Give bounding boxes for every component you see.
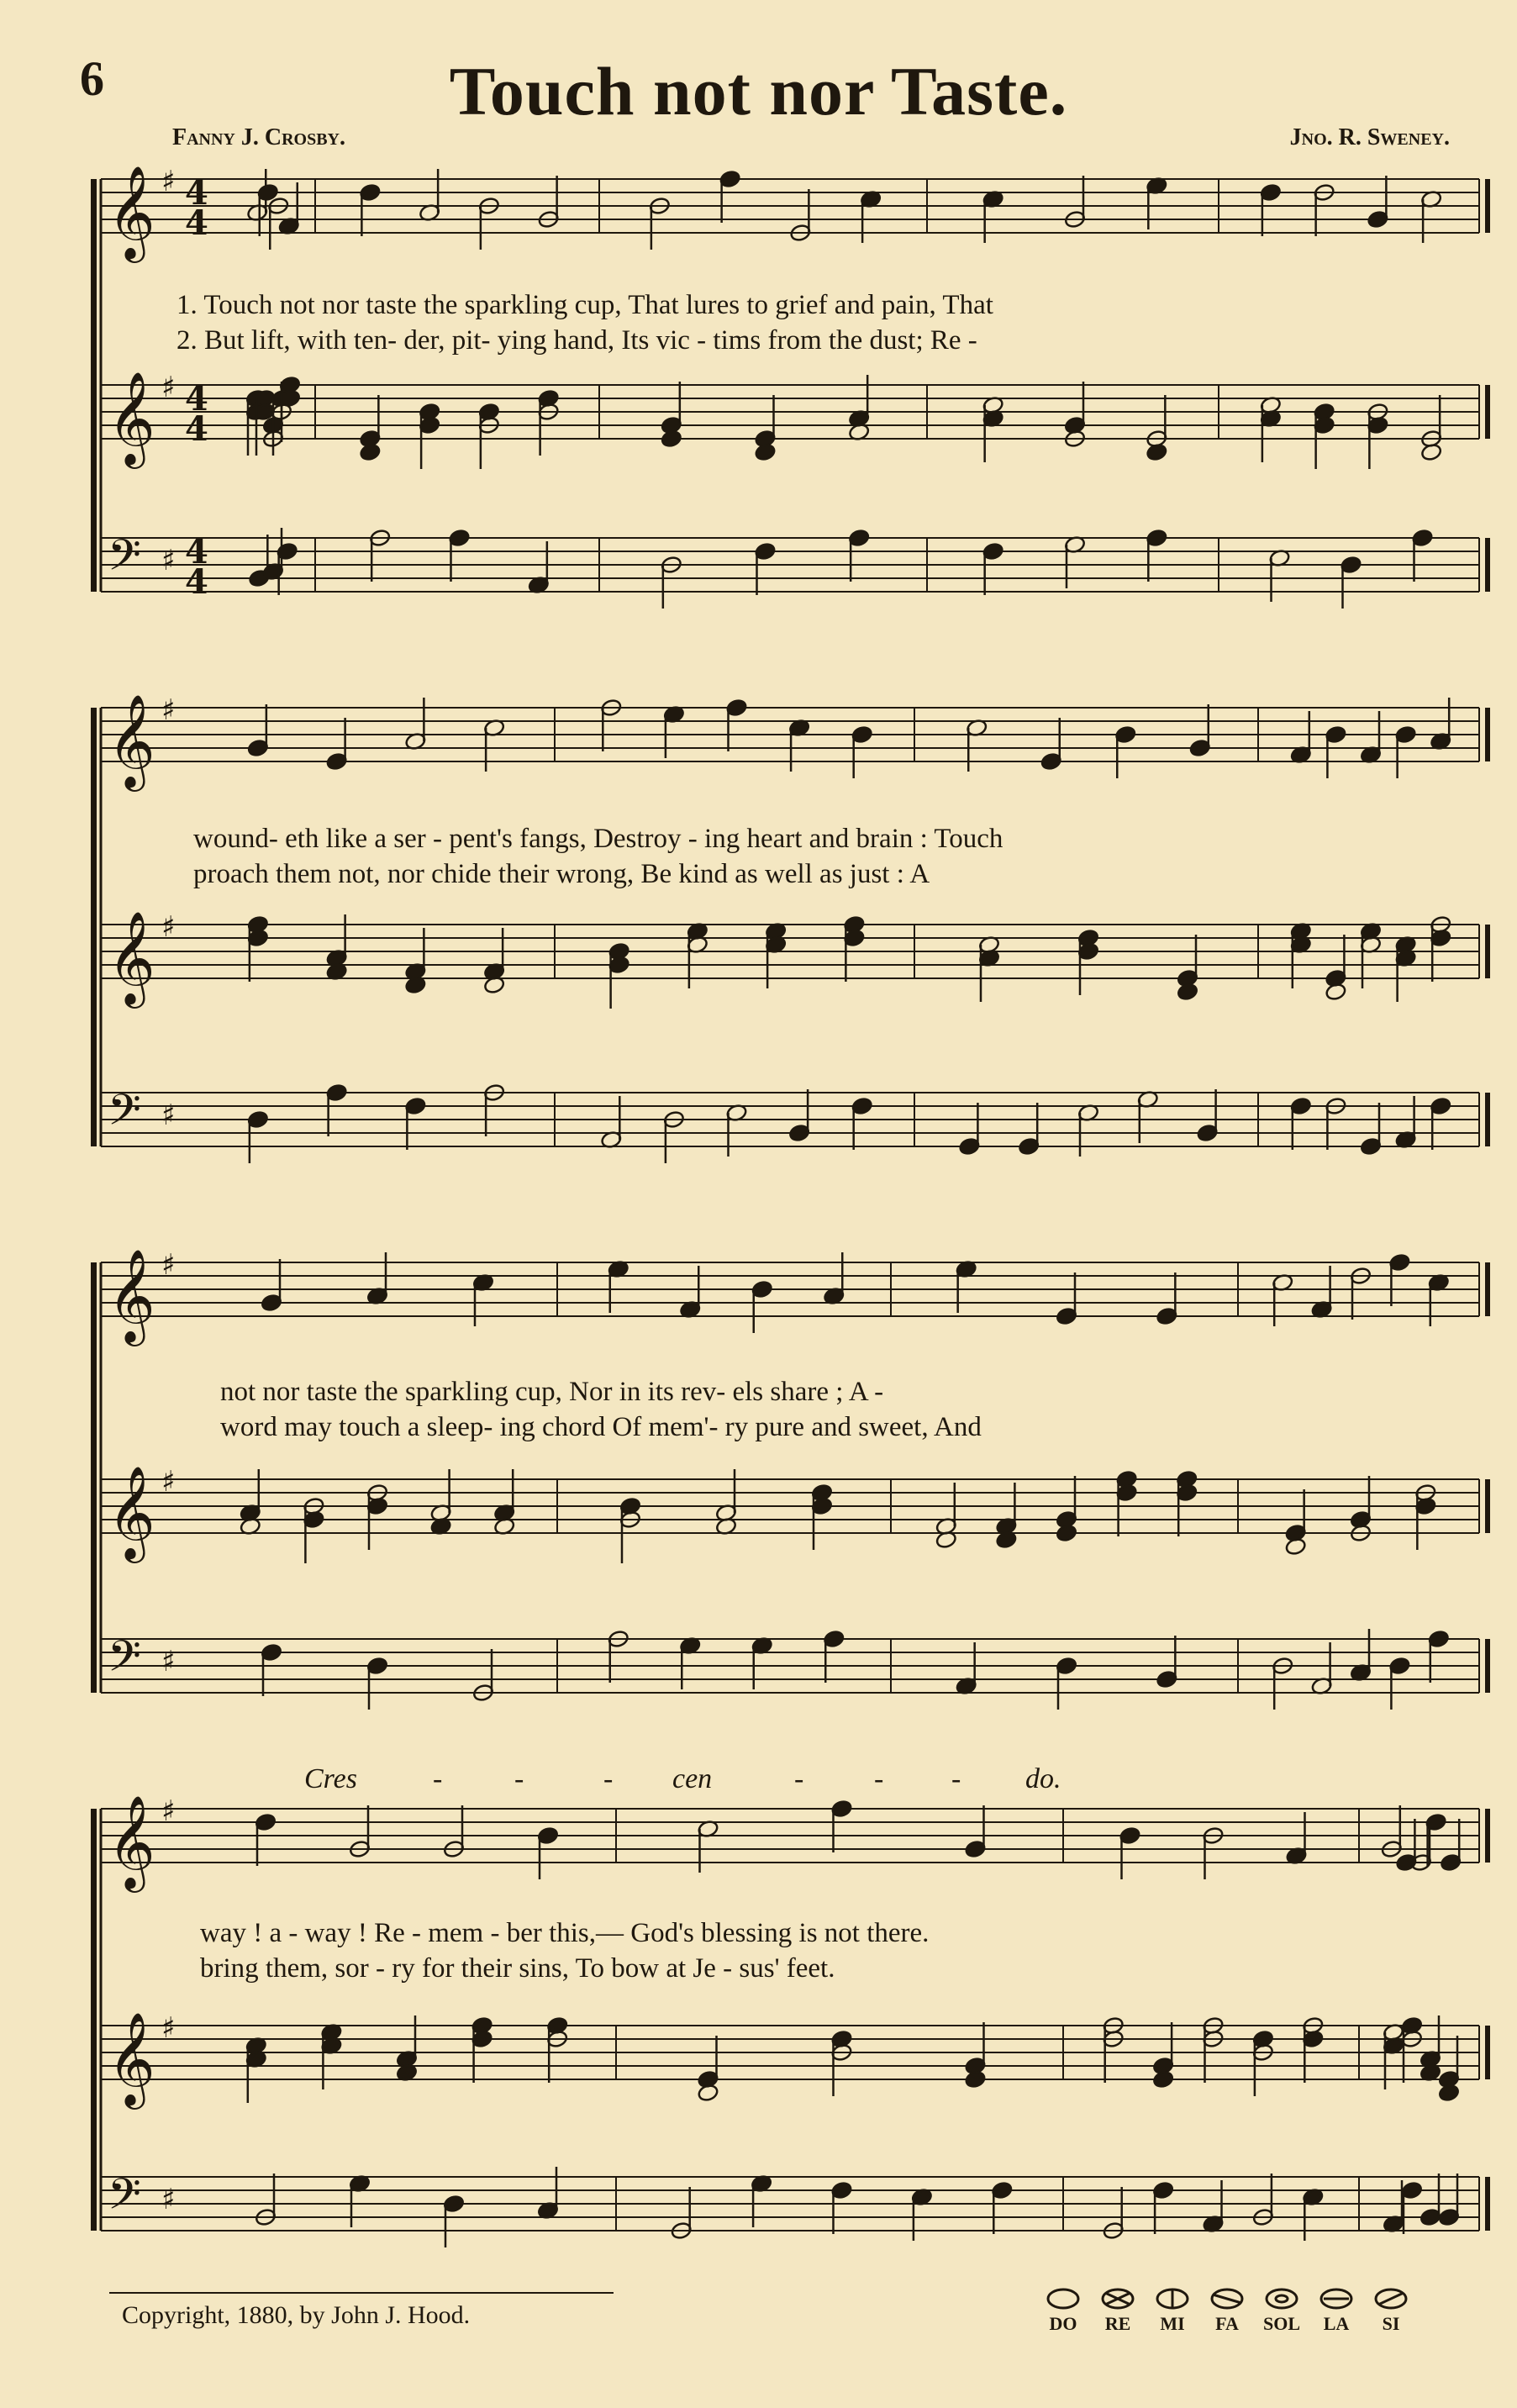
svg-text:𝄢: 𝄢 <box>108 530 141 591</box>
shape-note-legend <box>1038 2284 1441 2313</box>
crescendo-dash: - <box>951 1763 961 1794</box>
svg-text:𝄞: 𝄞 <box>108 1248 155 1342</box>
crescendo-dash: - <box>874 1763 884 1794</box>
svg-text:𝄢: 𝄢 <box>108 2168 141 2230</box>
lyric-line-verse1-system3: not nor taste the sparkling cup, Nor in its rev- els share ; A - <box>220 1377 884 1407</box>
legend-label-do: DO <box>1049 2313 1077 2334</box>
page-number: 6 <box>80 51 104 106</box>
lyric-line-verse2-system3: word may touch a sleep- ing chord Of mem'- ry pure and sweet, And <box>220 1412 982 1442</box>
crescendo-dash: - <box>603 1763 614 1794</box>
svg-text:♯: ♯ <box>161 1645 176 1678</box>
crescendo-dash: - <box>794 1763 804 1794</box>
svg-text:♯: ♯ <box>161 1794 176 1828</box>
copyright-notice: Copyright, 1880, by John J. Hood. <box>122 2301 471 2329</box>
crescendo-cen: cen <box>672 1763 713 1794</box>
crescendo-dash: - <box>433 1763 443 1794</box>
crescendo-do: do. <box>1025 1763 1061 1794</box>
svg-text:𝄞: 𝄞 <box>108 910 155 1004</box>
legend-label-si: SI <box>1382 2313 1400 2334</box>
svg-text:𝄢: 𝄢 <box>108 1084 141 1146</box>
svg-text:4: 4 <box>185 173 208 213</box>
svg-text:4: 4 <box>185 532 208 572</box>
svg-text:♯: ♯ <box>161 1099 176 1132</box>
hymn-title: Touch not nor Taste. <box>449 53 1068 129</box>
svg-text:4: 4 <box>185 203 208 243</box>
lyric-line-verse1-system4: way ! a - way ! Re - mem - ber this,— God's blessing is not there. <box>200 1918 930 1948</box>
lyric-line-verse2-system4: bring them, sor - ry for their sins, To bow at Je - sus' feet. <box>200 1953 835 1984</box>
svg-text:𝄞: 𝄞 <box>108 693 155 788</box>
svg-text:𝄞: 𝄞 <box>108 2011 155 2105</box>
svg-text:4: 4 <box>185 409 208 449</box>
svg-text:♯: ♯ <box>161 1248 176 1282</box>
svg-text:♯: ♯ <box>161 2011 176 2045</box>
svg-text:♯: ♯ <box>161 910 176 944</box>
lyric-line-verse1-system2: wound- eth like a ser - pent's fangs, Destroy - ing heart and brain : Touch <box>193 824 1003 854</box>
svg-text:𝄞: 𝄞 <box>108 371 155 465</box>
svg-text:𝄞: 𝄞 <box>108 165 155 259</box>
legend-label-fa: FA <box>1215 2313 1239 2334</box>
svg-text:♯: ♯ <box>161 371 176 404</box>
crescendo-cres: Cres <box>304 1763 357 1794</box>
crescendo-dash: - <box>514 1763 524 1794</box>
svg-text:♯: ♯ <box>161 1465 176 1499</box>
svg-text:♯: ♯ <box>161 2183 176 2216</box>
svg-text:♯: ♯ <box>161 693 176 727</box>
lyric-line-verse1-system1: 1. Touch not nor taste the sparkling cup, That lures to grief and pain, That <box>176 290 993 320</box>
svg-text:♯: ♯ <box>161 544 176 577</box>
svg-text:𝄢: 𝄢 <box>108 1631 141 1692</box>
author-credit: Fanny J. Crosby. <box>172 124 346 150</box>
legend-label-re: RE <box>1104 2313 1131 2334</box>
legend-label-la: LA <box>1323 2313 1350 2334</box>
lyric-line-verse2-system1: 2. But lift, with ten- der, pit- ying hand, Its vic - tims from the dust; Re - <box>176 325 977 356</box>
svg-text:4: 4 <box>185 379 208 419</box>
lyric-line-verse2-system2: proach them not, nor chide their wrong, Be kind as well as just : A <box>193 859 930 889</box>
footer-rule <box>109 2292 614 2294</box>
legend-label-sol: SOL <box>1262 2313 1301 2334</box>
composer-credit: Jno. R. Sweney. <box>1289 124 1450 150</box>
svg-text:♯: ♯ <box>161 165 176 198</box>
legend-label-mi: MI <box>1160 2313 1185 2334</box>
svg-text:𝄞: 𝄞 <box>108 1794 155 1889</box>
svg-text:𝄞: 𝄞 <box>108 1465 155 1559</box>
svg-text:4: 4 <box>185 562 208 602</box>
